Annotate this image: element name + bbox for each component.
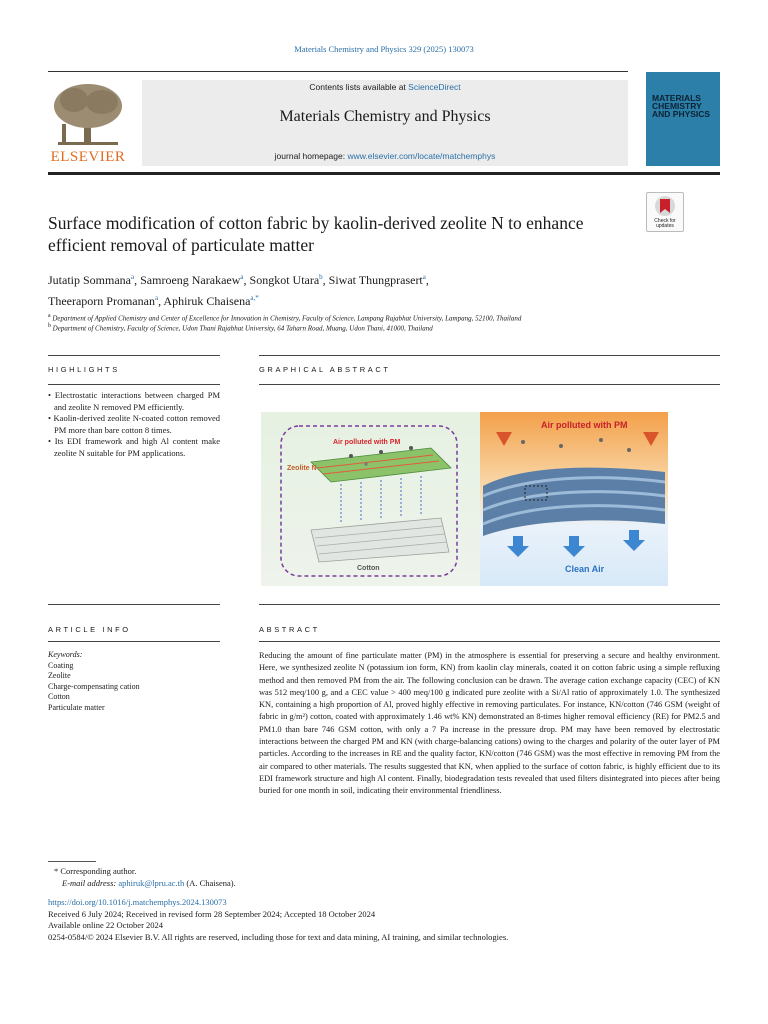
article-info-heading: ARTICLE INFO [48, 625, 131, 634]
keywords-block [48, 650, 220, 713]
highlight-item: • Kaolin-derived zeolite N-coated cotton removed PM more than bare cotton 8 times. [54, 413, 220, 436]
affiliation-mark[interactable]: b [319, 273, 323, 281]
journal-cover[interactable] [646, 72, 720, 166]
contents-line [142, 82, 628, 92]
label-clean-air: Clean Air [565, 564, 605, 574]
label-air-polluted-right: Air polluted with PM [541, 420, 628, 430]
received-dates: Received 6 July 2024; Received in revised form 28 September 2024; Accepted 18 October 2024 [48, 908, 376, 919]
email-link[interactable]: aphiruk@lpru.ac.th [118, 877, 185, 888]
cover-title: MATERIALS CHEMISTRY AND PHYSICS [652, 93, 711, 119]
affiliation-mark[interactable]: a [422, 273, 426, 281]
email-line [48, 878, 728, 890]
email-name: (A. Chaisena). [186, 877, 236, 888]
header-rule [48, 71, 628, 72]
homepage-line [142, 151, 628, 161]
author[interactable]: Jutatip Sommana [48, 273, 131, 287]
tree-logo-icon [48, 80, 128, 148]
section-rule [48, 384, 220, 385]
affiliation [48, 323, 688, 332]
highlights-list [48, 390, 220, 459]
check-for-updates-button[interactable] [646, 192, 684, 232]
section-rule [259, 355, 720, 356]
keyword: Coating [48, 660, 74, 670]
online-date: Available online 22 October 2024 [48, 920, 164, 930]
corresponding-text: Corresponding author. [60, 866, 137, 876]
section-rule [48, 604, 220, 605]
author[interactable]: Aphiruk Chaisena [163, 294, 251, 308]
affiliation-text: Department of Applied Chemistry and Center of Excellence for Innovation in Chemistry, Faculty of Science, Lampang Rajabhat University, Lampang, 52100, Thailand [52, 314, 522, 323]
publisher-name: ELSEVIER [50, 149, 126, 165]
bookmark-icon [647, 193, 683, 219]
header-thick-rule [48, 172, 720, 175]
affiliation-letter: a [48, 313, 51, 319]
homepage-link[interactable]: www.elsevier.com/locate/matchemphys [347, 151, 496, 161]
highlights-heading: HIGHLIGHTS [48, 365, 120, 374]
abstract-heading: ABSTRACT [259, 625, 320, 634]
journal-reference[interactable]: Materials Chemistry and Physics 329 (2025) 130073 [294, 44, 474, 54]
section-rule [259, 604, 720, 605]
doi-link[interactable]: https://doi.org/10.1016/j.matchemphys.2024.130073 [48, 897, 227, 907]
affiliation [48, 313, 688, 322]
article-title: Surface modification of cotton fabric by kaolin-derived zeolite N to enhance efficient removal of particulate matter [48, 213, 584, 255]
journal-title: Materials Chemistry and Physics [279, 108, 491, 125]
affiliation-mark[interactable]: a [240, 273, 244, 281]
graphical-abstract-illustration [261, 412, 668, 586]
keywords-label: Keywords: [48, 650, 83, 659]
check-updates-label: Check for updates [654, 218, 676, 229]
author[interactable]: Siwat Thungprasert [328, 273, 423, 287]
copyright: 0254-0584/© 2024 Elsevier B.V. All rights are reserved, including those for text and data mining, AI training, and similar technologies. [48, 931, 509, 942]
label-cotton: Cotton [357, 565, 380, 572]
sciencedirect-link[interactable]: ScienceDirect [408, 82, 461, 92]
label-air-polluted-left: Air polluted with PM [333, 439, 401, 446]
keyword: Zeolite [48, 671, 71, 680]
footnotes [48, 866, 728, 943]
abstract-text: Reducing the amount of fine particulate matter (PM) in the atmosphere is essential for preserving a secure and healthy environment. Here, we synthesized zeolite N (potassium ion form, KN) from kaolin clay minerals, coated it on cotton fabric using a simple refluxing method and then removed PM from the air. The following conclusion can be drawn. The average cation exchange capacity (CEC) of KN was 512 meq/100 g, and a CEC value > 400 meq/100 g indicated pure zeolite with a Si/Al ratio of approximately 1.0. The synthesized KN, containing a high proportion of Al, proved highly effective in removing particulates. For instance, KN/cotton (746 GSM (weight of fabric in g/m²) cotton, coated with approximately 1.46 wt% KN) demonstrated an 8-times higher removal efficiency (RE) for PM2.5 and PM1.0 than bare 746 GSM cotton, with only a 7 Pa increase in the pressure drop. PM may have been removed by electrostatic interactions between the charged PM and KN (with charge-balancing cations) owing to the charges and polarity of the outer layer of PM particles. According to the increases in RE and the quality factor, KN/cotton (746 GSM) was the most effective in removing PM from the air compared to other materials. The results suggested that KN, when applied to the surface of cotton fabric, is highly efficient due to its EDI framework structure and high Al content. Finally, biodegradation tests revealed that used filters disintegrated into pieces after being buried for one month in soil, indicating their environmental friendliness. [259, 651, 720, 796]
affiliation-mark[interactable]: a,* [250, 294, 259, 302]
section-rule [48, 641, 220, 642]
author[interactable]: Samroeng Narakaew [140, 273, 241, 287]
contents-prefix: Contents lists available at [309, 82, 409, 92]
keyword: Cotton [48, 692, 70, 701]
section-rule [259, 384, 720, 385]
author[interactable]: Theeraporn Promanan [48, 294, 155, 308]
affiliation-mark[interactable]: a [131, 273, 135, 281]
affiliation-text: Department of Chemistry, Faculty of Science, Udon Thani Rajabhat University, 64 Taharn Road, Muang, Udon Thani, 41000, Thailand [52, 324, 433, 333]
author-list: Jutatip Sommana$^a$, Samroeng Narakaew$^a$, Songkot Utara$^b$, Siwat Thungprasert$^a$, Theeraporn Promanan$^a$, Aphiruk Chaisena$^{a,*}$ [48, 273, 429, 308]
keyword: Charge-compensating cation [48, 681, 140, 691]
label-zeolite: Zeolite N [287, 465, 317, 472]
graphical-abstract-figure[interactable] [261, 412, 668, 586]
corresponding-note: * Corresponding author. [54, 866, 137, 876]
section-rule [48, 355, 220, 356]
author[interactable]: Songkot Utara [249, 273, 320, 287]
footnote-rule [48, 861, 96, 862]
highlight-item: • Electrostatic interactions between charged PM and zeolite N removed PM efficiently. [54, 390, 220, 413]
affiliation-letter: b [48, 323, 51, 329]
elsevier-logo[interactable] [48, 80, 128, 166]
graphical-abstract-heading: GRAPHICAL ABSTRACT [259, 365, 391, 374]
homepage-prefix: journal homepage: [274, 151, 348, 161]
affiliation-mark[interactable]: a [154, 294, 159, 302]
highlight-item: • Its EDI framework and high Al content make zeolite N suitable for PM applications. [54, 436, 220, 459]
email-label: E-mail address: [62, 877, 117, 888]
section-rule [259, 641, 720, 642]
keyword: Particulate matter [48, 702, 105, 712]
